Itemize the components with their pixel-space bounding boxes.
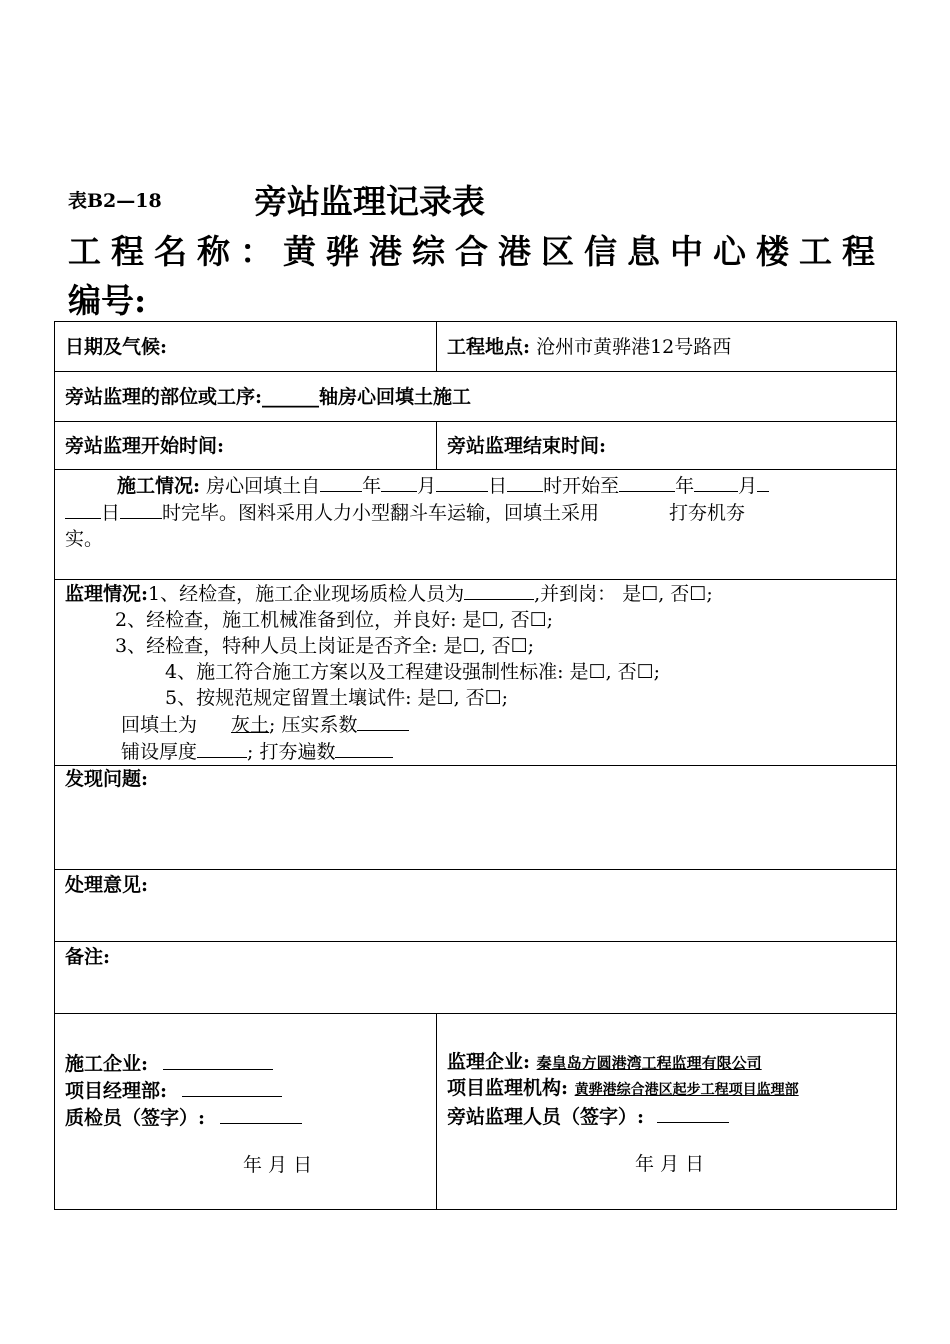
construction-text: 月 bbox=[417, 475, 437, 497]
project-name: 工程名称：黄骅港综合港区信息中心楼工程 bbox=[68, 232, 885, 271]
location-label: 工程地点: bbox=[447, 335, 531, 358]
start-time-label: 旁站监理开始时间: bbox=[65, 434, 225, 457]
supervisor-person-line bbox=[447, 1103, 886, 1130]
day-blank bbox=[757, 472, 769, 492]
contractor-sign-cell bbox=[55, 1014, 437, 1210]
project-manager-blank bbox=[182, 1077, 282, 1097]
part-blank: ______ bbox=[262, 385, 320, 408]
end-time-label: 旁站监理结束时间: bbox=[447, 434, 607, 457]
supervisor-date: 年 月 日 bbox=[635, 1153, 705, 1175]
row-opinion bbox=[55, 870, 897, 942]
inspector-blank bbox=[464, 580, 534, 600]
contractor-company-blank bbox=[163, 1050, 273, 1070]
problems-label: 发现问题: bbox=[65, 768, 149, 790]
location-cell bbox=[437, 322, 897, 372]
supervisor-company-label: 监理企业: bbox=[447, 1051, 531, 1073]
opinion-label: 处理意见: bbox=[65, 874, 149, 896]
row-date-location bbox=[55, 322, 897, 372]
contractor-date: 年 月 日 bbox=[243, 1154, 313, 1176]
construction-line-1 bbox=[65, 472, 886, 499]
row-time bbox=[55, 422, 897, 470]
hour-blank bbox=[507, 472, 543, 492]
remarks-label: 备注: bbox=[65, 946, 111, 968]
supervision-item-5: 5、按规范规定留置土壤试件: 是☐, 否☐; bbox=[165, 687, 509, 709]
year-blank bbox=[619, 472, 675, 492]
supervisor-company-value: 秦皇岛方圆港湾工程监理有限公司 bbox=[536, 1054, 762, 1072]
project-manager-label: 项目经理部: bbox=[65, 1080, 168, 1102]
day-blank bbox=[436, 472, 488, 492]
construction-text: 年 bbox=[675, 475, 695, 497]
supervisor-org-label: 项目监理机构: bbox=[447, 1077, 569, 1099]
supervision-cell bbox=[55, 580, 897, 766]
row-construction bbox=[55, 470, 897, 580]
part-value: 轴房心回填土施工 bbox=[319, 385, 472, 408]
supervision-text: 1、经检查，施工企业现场质检人员为 bbox=[148, 583, 465, 605]
construction-text: 月 bbox=[738, 475, 758, 497]
supervision-label: 监理情况: bbox=[65, 583, 149, 605]
inspector-label: 质检员（签字）: bbox=[65, 1107, 206, 1129]
number-label: 编号: bbox=[68, 281, 147, 320]
row-signatures bbox=[55, 1014, 897, 1210]
compaction-blank bbox=[357, 711, 409, 731]
location-value: 沧州市黄骅港12号路西 bbox=[536, 335, 732, 358]
compaction-label: ; 压实系数 bbox=[269, 714, 358, 736]
supervision-item-4: 4、施工符合施工方案以及工程建设强制性标准: 是☐, 否☐; bbox=[165, 661, 661, 683]
supervision-item-1 bbox=[65, 580, 886, 607]
project-manager-line bbox=[65, 1077, 426, 1104]
month-blank bbox=[381, 472, 417, 492]
end-time-cell bbox=[437, 422, 897, 470]
fill-line bbox=[65, 711, 886, 738]
hour-blank bbox=[120, 499, 162, 519]
tamp-label: ; 打夯遍数 bbox=[247, 741, 336, 763]
supervisor-sign-blank bbox=[657, 1103, 729, 1123]
form-number: 表B2—18 bbox=[68, 190, 162, 212]
construction-label: 施工情况: bbox=[117, 475, 201, 497]
supervisor-sign-cell bbox=[437, 1014, 897, 1210]
opinion-cell bbox=[55, 870, 897, 942]
construction-text: 时开始至 bbox=[543, 475, 620, 497]
construction-line-3 bbox=[65, 526, 886, 552]
thickness-blank bbox=[197, 738, 247, 758]
supervision-item-3: 3、经检查，特种人员上岗证是否齐全: 是☐, 否☐; bbox=[115, 635, 535, 657]
row-remarks bbox=[55, 942, 897, 1014]
supervisor-company-line bbox=[447, 1050, 886, 1076]
date-weather-label: 日期及气候: bbox=[65, 335, 168, 358]
thickness-label: 铺设厚度 bbox=[121, 741, 198, 763]
contractor-company-label: 施工企业: bbox=[65, 1053, 149, 1075]
day-blank bbox=[65, 499, 101, 519]
fill-label: 回填土为 bbox=[121, 714, 198, 736]
month-blank bbox=[694, 472, 738, 492]
date-weather-cell bbox=[55, 322, 437, 372]
construction-cell bbox=[55, 470, 897, 580]
row-part bbox=[55, 372, 897, 422]
construction-line-2 bbox=[65, 499, 886, 526]
inspector-sign-blank bbox=[220, 1104, 302, 1124]
document-title: 旁站监理记录表 bbox=[254, 182, 485, 221]
construction-text: 日 bbox=[101, 502, 121, 524]
thickness-line bbox=[65, 738, 886, 765]
part-cell bbox=[55, 372, 897, 422]
supervision-item-2: 2、经检查，施工机械准备到位，并良好: 是☐, 否☐; bbox=[115, 609, 554, 631]
year-blank bbox=[320, 472, 362, 492]
remarks-cell bbox=[55, 942, 897, 1014]
record-table bbox=[54, 321, 897, 1210]
tamp-blank bbox=[335, 738, 393, 758]
supervisor-org-value: 黄骅港综合港区起步工程项目监理部 bbox=[574, 1082, 799, 1098]
construction-text: 年 bbox=[362, 475, 382, 497]
supervision-text: ,并到岗： 是☐, 否☐; bbox=[534, 583, 713, 605]
row-supervision bbox=[55, 580, 897, 766]
problems-cell bbox=[55, 766, 897, 870]
construction-text: 日 bbox=[488, 475, 508, 497]
construction-text: 打夯机夯 bbox=[669, 502, 746, 524]
construction-text: 时完毕。图料采用人力小型翻斗车运输，回填土采用 bbox=[162, 502, 600, 524]
part-label: 旁站监理的部位或工序: bbox=[65, 385, 263, 408]
supervisor-org-line bbox=[447, 1076, 886, 1103]
supervisor-person-label: 旁站监理人员（签字）: bbox=[447, 1106, 645, 1128]
start-time-cell bbox=[55, 422, 437, 470]
inspector-line bbox=[65, 1104, 426, 1131]
row-problems bbox=[55, 766, 897, 870]
fill-value: 灰土 bbox=[231, 714, 270, 736]
construction-text: 实。 bbox=[65, 528, 104, 550]
contractor-company-line bbox=[65, 1050, 426, 1077]
construction-text: 房心回填土自 bbox=[206, 475, 321, 497]
